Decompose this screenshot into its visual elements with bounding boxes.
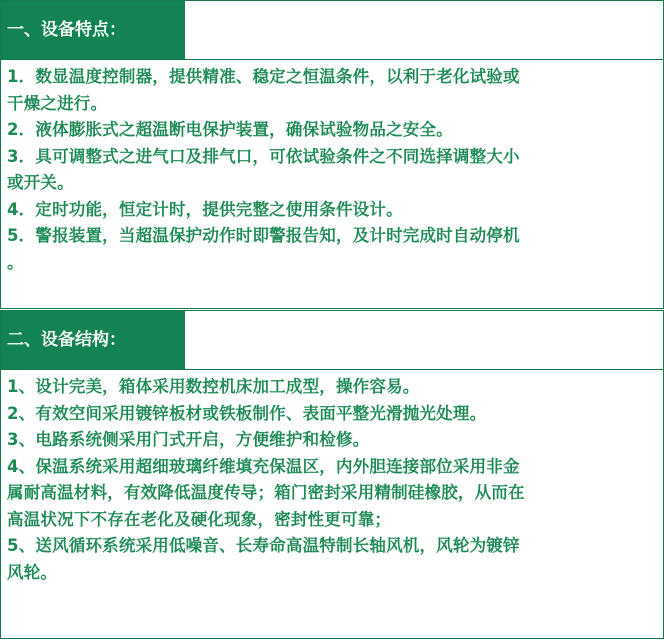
text-line: 属耐高温材料，有效降低温度传导；箱门密封采用精制硅橡胶，从而在: [7, 483, 525, 502]
structure-section: [0, 310, 664, 639]
structure-body: [1, 370, 663, 640]
text-line: 高温状况下不存在老化及硬化现象，密封性更可靠；: [7, 509, 392, 529]
structure-header: [1, 311, 663, 370]
text-line: 3、电路系统侧采用门式开启，方便维护和检修。: [7, 430, 370, 449]
text-line: 或开关。: [7, 173, 74, 192]
text-line: 风轮。: [7, 562, 58, 582]
text-line: 。: [7, 252, 24, 272]
text-line: 4、保温系统采用超细玻璃纤维填充保温区，内外胆连接部位采用非金: [7, 456, 520, 476]
features-section: [0, 0, 664, 309]
text-line: 4．定时功能，恒定计时，提供完整之使用条件设计。: [7, 199, 403, 219]
text-line: 3．具可调整式之进气口及排气口，可依试验条件之不同选择调整大小: [7, 146, 520, 166]
text-line: 1．数显温度控制器，提供精准、稳定之恒温条件，以利于老化试验或: [7, 67, 520, 86]
structure-title: 二、设备结构：: [1, 311, 185, 369]
features-title: 一、设备特点：: [1, 1, 185, 59]
text-line: 5．警报装置，当超温保护动作时即警报告知，及计时完成时自动停机: [7, 226, 520, 245]
text-line: 2．液体膨胀式之超温断电保护装置，确保试验物品之安全。: [7, 120, 453, 139]
text-line: 5、送风循环系统采用低噪音、长寿命高温特制长轴风机，风轮为镀锌: [7, 536, 520, 555]
text-line: 干燥之进行。: [7, 93, 108, 113]
text-line: 1、设计完美，箱体采用数控机床加工成型，操作容易。: [7, 377, 420, 396]
features-header: [1, 1, 663, 60]
text-line: 2、有效空间采用镀锌板材或铁板制作、表面平整光滑抛光处理。: [7, 403, 487, 423]
features-body: [1, 60, 663, 310]
